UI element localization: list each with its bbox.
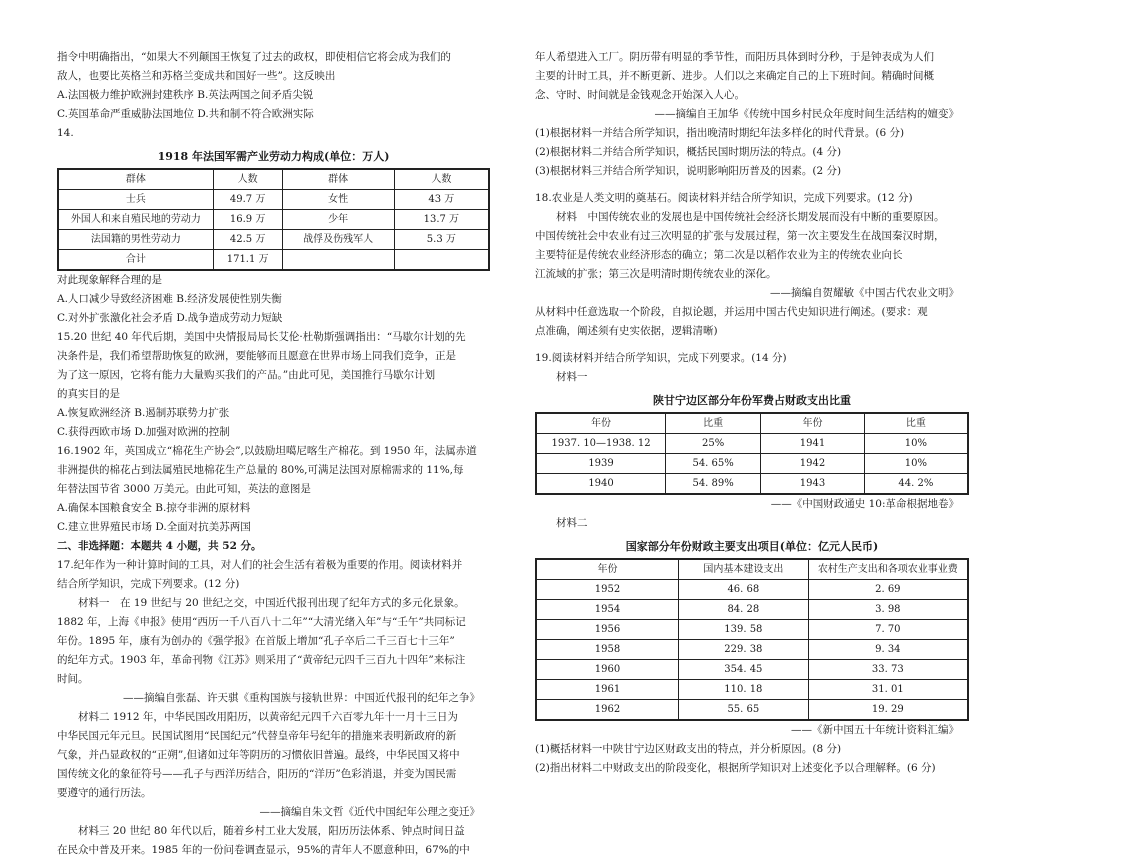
table-row <box>536 454 968 474</box>
table-cell: 1937. 10—1938. 12 <box>536 434 666 454</box>
q16-line: 非洲提供的棉花占到法属殖民地棉花生产总量的 80%,可满足法国对原棉需求的 11%,每 <box>57 464 464 476</box>
q19-table1-title: 陕甘宁边区部分年份军费占财政支出比重 <box>653 394 851 407</box>
table-cell: 1952 <box>536 580 679 600</box>
table-row <box>536 580 968 600</box>
q17-material3-line: 在民众中普及开来。1985 年的一份问卷调查显示，95%的青年人不愿意种田，67%的中 <box>57 844 470 856</box>
table-cell: 13.7 万 <box>394 210 489 230</box>
q15-option: A.恢复欧洲经济 B.遏制苏联势力扩张 <box>57 407 230 419</box>
table-cell: 5.3 万 <box>394 230 489 250</box>
table-cell: 16.9 万 <box>213 210 282 230</box>
table-cell: 3. 98 <box>808 600 968 620</box>
table-cell <box>394 250 489 271</box>
table-header-cell: 国内基本建设支出 <box>679 559 809 580</box>
table-header-cell: 年份 <box>761 413 865 434</box>
right-column <box>535 48 969 778</box>
q14-number: 14. <box>57 127 74 139</box>
table-cell: 10% <box>864 454 968 474</box>
table-cell: 1961 <box>536 680 679 700</box>
section-heading: 二、非选择题：本题共 4 小题，共 52 分。 <box>57 540 262 552</box>
q17-material3-line: 主要的计时工具，并不断更新、进步。人们以之来确定自己的上下班时间。精确时间概 <box>535 70 934 82</box>
q19-requirement: (2)指出材料二中财政支出的阶段变化，根据所学知识对上述变化予以合理解释。(6 分) <box>535 762 936 774</box>
table-cell: 1939 <box>536 454 666 474</box>
q13-option: C.英国革命严重威胁法国地位 D.共和制不符合欧洲实际 <box>57 108 314 120</box>
q15-line: 15.20 世纪 40 年代后期，美国中央情报局局长艾伦·杜勒斯强调指出：“马歇尔计划的先 <box>57 331 466 343</box>
q15-line: 的真实目的是 <box>57 388 120 400</box>
table-row <box>58 250 489 271</box>
q15-line: 决条件是，我们希望帮助恢复的欧洲，要能够而且愿意在世界市场上同我们竞争，正是 <box>57 350 456 362</box>
table-cell: 171.1 万 <box>213 250 282 271</box>
q17-material1-line: 的纪年方式。1903 年，革命刊物《江苏》则采用了“黄帝纪元四千三百九十四年”来标注 <box>57 654 466 666</box>
table-row <box>536 700 968 721</box>
q19-requirement: (1)概括材料一中陕甘宁边区财政支出的特点，并分析原因。(8 分) <box>535 743 842 755</box>
q17-requirement: (3)根据材料三并结合所学知识，说明影响阳历普及的因素。(2 分) <box>535 165 842 177</box>
table-cell: 战俘及伤残军人 <box>282 230 394 250</box>
table-cell: 42.5 万 <box>213 230 282 250</box>
table-cell <box>282 250 394 271</box>
q17-material3-line: 年人希望进入工厂。阴历带有明显的季节性，而阳历具体到时分秒，于是钟表成为人们 <box>535 51 934 63</box>
q13-line: 指令中明确指出，“如果大不列颠国王恢复了过去的政权，即使相信它将会成为我们的 <box>57 51 451 63</box>
q18-line: 主要特征是传统农业经济形态的确立；第二次是以稻作农业为主的传统农业向长 <box>535 249 903 261</box>
left-column <box>57 48 490 860</box>
q15-option: C.获得西欧市场 D.加强对欧洲的控制 <box>57 426 230 438</box>
table-cell: 25% <box>666 434 761 454</box>
table-cell: 7. 70 <box>808 620 968 640</box>
q14-option: C.对外扩张激化社会矛盾 D.战争造成劳动力短缺 <box>57 312 283 324</box>
table-row <box>536 640 968 660</box>
table-cell: 士兵 <box>58 190 213 210</box>
table-row <box>536 600 968 620</box>
table-cell: 9. 34 <box>808 640 968 660</box>
table-cell: 1943 <box>761 474 865 495</box>
table-header-cell: 比重 <box>666 413 761 434</box>
q14-option: A.人口减少导致经济困难 B.经济发展使性别失衡 <box>57 293 282 305</box>
q17-intro-line: 结合所学知识，完成下列要求。(12 分) <box>57 578 240 590</box>
q17-material2-line: 中华民国元年元旦。民国试图用“民国纪元”代替皇帝年号纪年的措施来表明新政府的新 <box>57 730 457 742</box>
table-header-cell: 人数 <box>213 169 282 190</box>
q18-line: 中国传统社会中农业有过三次明显的扩张与发展过程，第一次主要发生在战国秦汉时期， <box>535 230 945 242</box>
q17-material2-line: 气象，并凸显政权的“正朔”,但诸如过年等阴历的习惯依旧普遍。最终，中华民国又将中 <box>57 749 460 761</box>
table-row <box>536 474 968 495</box>
table-row <box>536 620 968 640</box>
q18-line: 江流域的扩张；第三次是明清时期传统农业的深化。 <box>535 268 777 280</box>
q16-option: C.建立世界殖民市场 D.全面对抗美苏两国 <box>57 521 251 533</box>
q17-material2-line: 要遵守的通行历法。 <box>57 787 152 799</box>
table-header-cell: 人数 <box>394 169 489 190</box>
table-cell: 1962 <box>536 700 679 721</box>
q18-requirement: 从材料中任意选取一个阶段，自拟论题，并运用中国古代史知识进行阐述。(要求：观 <box>535 306 928 318</box>
table-cell: 229. 38 <box>679 640 809 660</box>
q18-line: 材料 中国传统农业的发展也是中国传统社会经济长期发展而没有中断的重要原因。 <box>556 211 945 223</box>
q17-material3-line: 念、守时、时间就是金钱观念开始深入人心。 <box>535 89 745 101</box>
q19-table1 <box>535 412 969 495</box>
table-row <box>58 210 489 230</box>
table-cell: 54. 65% <box>666 454 761 474</box>
table-cell: 合计 <box>58 250 213 271</box>
table-cell: 1960 <box>536 660 679 680</box>
table-cell: 139. 58 <box>679 620 809 640</box>
q13-line: 敌人，也要比英格兰和苏格兰变成共和国好一些”。这反映出 <box>57 70 336 82</box>
q17-material2-line: 国传统文化的象征符号——孔子与西洋历结合，阳历的“洋历”色彩消退，并变为国民需 <box>57 768 457 780</box>
q14-stem: 对此现象解释合理的是 <box>57 274 162 286</box>
q16-line: 年替法国节省 3000 万美元。由此可知，英法的意图是 <box>57 483 311 495</box>
q13-option: A.法国极力维护欧洲封建秩序 B.英法两国之间矛盾尖锐 <box>57 89 314 101</box>
q14-table <box>57 168 490 271</box>
q19-table2-title: 国家部分年份财政主要支出项目(单位：亿元人民币) <box>625 540 879 553</box>
table-header-cell: 群体 <box>58 169 213 190</box>
q19-material1-source: ——《中国财政通史 10:革命根据地卷》 <box>770 498 959 510</box>
q19-material1-label: 材料一 <box>556 371 588 383</box>
q17-material1-line: 1882 年，上海《申报》使用“西历一千八百八十二年”“大清光绪入年”与“壬午”共同标记 <box>57 616 466 628</box>
table-cell: 43 万 <box>394 190 489 210</box>
table-header-row <box>536 413 968 434</box>
table-header-cell: 群体 <box>282 169 394 190</box>
table-cell: 54. 89% <box>666 474 761 495</box>
table-cell: 1956 <box>536 620 679 640</box>
q17-material1-source: ——摘编自张磊、许天骐《重构国族与接轨世界：中国近代报刊的纪年之争》 <box>123 692 480 704</box>
q17-requirement: (2)根据材料二并结合所学知识，概括民国时期历法的特点。(4 分) <box>535 146 842 158</box>
table-cell: 44. 2% <box>864 474 968 495</box>
q14-table-title: 1918 年法国军需产业劳动力构成(单位：万人) <box>157 150 390 163</box>
table-header-cell: 年份 <box>536 413 666 434</box>
q18-requirement: 点准确，阐述须有史实依据，逻辑清晰) <box>535 325 718 337</box>
table-cell: 31. 01 <box>808 680 968 700</box>
table-cell: 女性 <box>282 190 394 210</box>
table-header-row <box>58 169 489 190</box>
table-cell: 46. 68 <box>679 580 809 600</box>
table-cell: 2. 69 <box>808 580 968 600</box>
q16-line: 16.1902 年，英国成立“棉花生产协会”,以鼓励坦噶尼喀生产棉花。到 1950 年，法属赤道 <box>57 445 477 457</box>
q17-material3-source: ——摘编自王加华《传统中国乡村民众年度时间生活结构的嬗变》 <box>654 108 959 120</box>
table-cell: 1954 <box>536 600 679 620</box>
q19-table2 <box>535 558 969 721</box>
table-header-cell: 比重 <box>864 413 968 434</box>
table-row <box>58 230 489 250</box>
q17-material2-line: 材料二 1912 年，中华民国改用阳历，以黄帝纪元四千六百零九年十一月十三日为 <box>78 711 458 723</box>
table-cell: 19. 29 <box>808 700 968 721</box>
q18-line: 18.农业是人类文明的奠基石。阅读材料并结合所学知识，完成下列要求。(12 分) <box>535 192 913 204</box>
table-header-cell: 年份 <box>536 559 679 580</box>
q16-option: A.确保本国粮食安全 B.掠夺非洲的原材料 <box>57 502 251 514</box>
q17-material1-line: 材料一 在 19 世纪与 20 世纪之交，中国近代报刊出现了纪年方式的多元化景象。 <box>78 597 465 609</box>
table-cell: 1958 <box>536 640 679 660</box>
table-row <box>536 660 968 680</box>
q17-material1-line: 年份。1895 年，康有为创办的《强学报》在首版上增加“孔子卒后二千三百七十三年” <box>57 635 455 647</box>
table-cell: 110. 18 <box>679 680 809 700</box>
q15-line: 为了这一原因，它将有能力大量购买我们的产品。”由此可见，美国推行马歇尔计划 <box>57 369 436 381</box>
q17-intro-line: 17.纪年作为一种计算时间的工具，对人们的社会生活有着极为重要的作用。阅读材料并 <box>57 559 463 571</box>
q19-material2-source: ——《新中国五十年统计资料汇编》 <box>791 724 959 736</box>
q19-material2-label: 材料二 <box>556 517 588 529</box>
table-cell: 33. 73 <box>808 660 968 680</box>
table-cell: 外国人和来自殖民地的劳动力 <box>58 210 213 230</box>
table-row <box>536 680 968 700</box>
table-cell: 1940 <box>536 474 666 495</box>
q17-material3-line: 材料三 20 世纪 80 年代以后，随着乡村工业大发展，阳历历法体系、钟点时间日益 <box>78 825 465 837</box>
table-cell: 法国籍的男性劳动力 <box>58 230 213 250</box>
q17-material1-line: 时间。 <box>57 673 89 685</box>
table-row <box>58 190 489 210</box>
table-cell: 49.7 万 <box>213 190 282 210</box>
table-cell: 少年 <box>282 210 394 230</box>
table-header-row <box>536 559 968 580</box>
q17-requirement: (1)根据材料一并结合所学知识，指出晚清时期纪年法多样化的时代背景。(6 分) <box>535 127 905 139</box>
table-cell: 55. 65 <box>679 700 809 721</box>
table-cell: 84. 28 <box>679 600 809 620</box>
table-cell: 10% <box>864 434 968 454</box>
table-row <box>536 434 968 454</box>
table-cell: 354. 45 <box>679 660 809 680</box>
q18-source: ——摘编自贺耀敏《中国古代农业文明》 <box>770 287 959 299</box>
table-cell: 1941 <box>761 434 865 454</box>
table-header-cell: 农村生产支出和各项农业事业费 <box>808 559 968 580</box>
table-cell: 1942 <box>761 454 865 474</box>
q19-intro: 19.阅读材料并结合所学知识，完成下列要求。(14 分) <box>535 352 787 364</box>
q17-material2-source: ——摘编自朱文哲《近代中国纪年公理之变迁》 <box>259 806 480 818</box>
